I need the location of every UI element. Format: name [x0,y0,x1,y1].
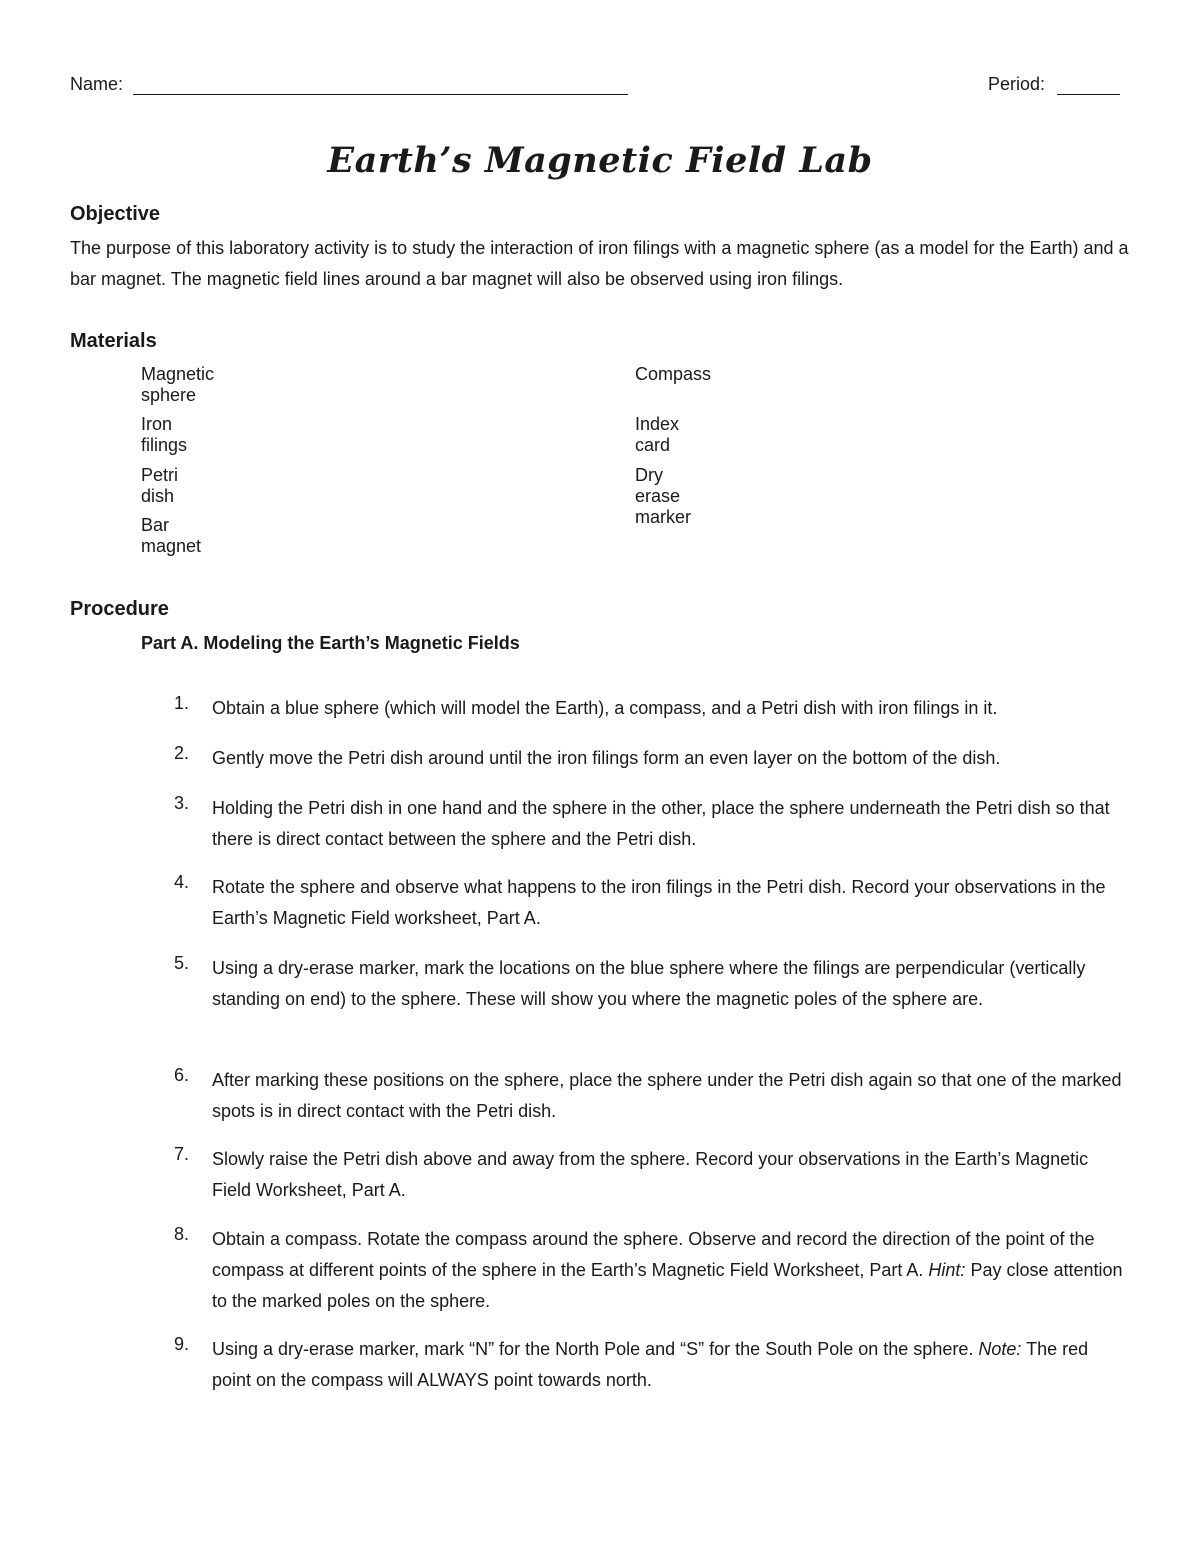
step-number: 2. [174,743,190,763]
step-number: 6. [174,1065,190,1085]
step-text: After marking these positions on the sphere, place the sphere under the Petri dish again so that one of the marked spots is in direct contact with the Petri dish. [212,1070,1122,1121]
step-text: Using a dry-erase marker, mark the locations on the blue sphere where the filings are perpendicular (vertically standing on end) to the sphere. These will show you where the magnetic poles of the sphere are. [212,958,1086,1009]
part-a-heading: Part A. Modeling the Earth’s Magnetic Fields [141,633,520,653]
objective-text: The purpose of this laboratory activity is to study the interaction of iron filings with a magnetic sphere (as a model for the Earth) and a bar magnet. The magnetic field lines around a bar magnet will also be observed using iron filings. [70,238,1129,289]
hint-text: Pay close attention to the marked poles on the sphere. [212,1260,1123,1311]
step-text [212,1334,1132,1396]
step-number: 4. [174,872,190,892]
step-main-text: Obtain a compass. Rotate the compass around the sphere. Observe and record the direction of the point of the compass at different points of the sphere in the Earth’s Magnetic Field Worksheet, Part A. [212,1229,1095,1280]
period-label: Period: [988,74,1046,94]
step-number: 8. [174,1224,190,1244]
step-main-text: Using a dry-erase marker, mark “N” for the North Pole and “S” for the South Pole on the sphere. [212,1339,974,1359]
step-text: Gently move the Petri dish around until the iron filings form an even layer on the bottom of the dish. [212,748,1001,768]
step-number: 1. [174,693,190,713]
material-item: Dry erase marker [635,465,692,527]
step-text: Holding the Petri dish in one hand and the sphere in the other, place the sphere underneath the Petri dish so that there is direct contact between the sphere and the Petri dish. [212,798,1110,849]
material-item: Petri dish [141,465,179,506]
step-number: 5. [174,953,190,973]
header-row [70,74,1122,100]
material-item: Magnetic sphere [141,364,215,405]
step-number: 9. [174,1334,190,1354]
step-text: Slowly raise the Petri dish above and away from the sphere. Record your observations in the Earth’s Magnetic Field Worksheet, Part A. [212,1149,1089,1200]
material-item: Index card [635,414,680,455]
material-item: Compass [635,364,712,384]
step-text: Rotate the sphere and observe what happens to the iron filings in the Petri dish. Record your observations in the Earth’s Magnetic Field worksheet, Part A. [212,877,1106,928]
name-blank-line [133,94,628,95]
material-item: Iron filings [141,414,188,455]
objective-heading: Objective [70,203,161,225]
step-text: Obtain a blue sphere (which will model the Earth), a compass, and a Petri dish with iron filings in it. [212,698,998,718]
period-blank-line [1057,94,1120,95]
note-label: Note: [978,1339,1022,1359]
page-title: Earth’s Magnetic Field Lab [327,140,873,181]
materials-heading: Materials [70,330,157,352]
material-item: Bar magnet [141,515,202,556]
name-label: Name: [70,74,124,94]
step-number: 7. [174,1144,190,1164]
step-number: 3. [174,793,190,813]
note-text: The red point on the compass will ALWAYS point towards north. [212,1339,1089,1390]
procedure-heading: Procedure [70,598,169,620]
hint-label: Hint: [928,1260,966,1280]
step-text [212,1224,1132,1317]
